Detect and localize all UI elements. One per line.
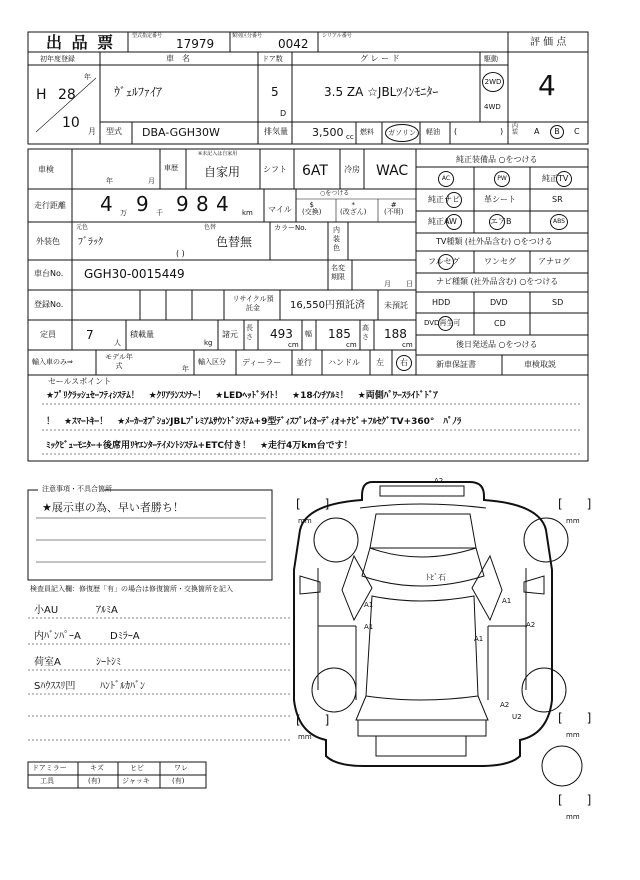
- rating-label: 評 価 点: [530, 37, 567, 48]
- sales-points-line-3: ﾐｯｸﾋﾞｭｰﾓﾆﾀｰ+後席用ﾘﾔｴﾝﾀｰﾃｲﾒﾝﾄｼｽﾃﾑ+ETC付き！ ★走行4万km台です！: [46, 441, 353, 451]
- fuel-gasoline-selected: ガソリン: [385, 124, 419, 142]
- tv-oneseg: ワンセグ: [484, 257, 516, 266]
- color-label: 外装色: [36, 237, 60, 246]
- notes-label: 注意事項・不具合箇所: [42, 485, 112, 493]
- tire-bracket-fr: [ ]: [558, 497, 592, 511]
- history-label: 車歴: [164, 164, 178, 172]
- dims-label: 諸元: [222, 330, 238, 339]
- mileage-unit-sen: 千: [156, 209, 163, 217]
- registration-month-unit: 月: [88, 127, 96, 136]
- equip-tv: 純正TV: [542, 174, 569, 183]
- handle-label: ハンドル: [328, 358, 360, 367]
- equip-airbag-circle: [489, 214, 505, 230]
- serial-label: シリアル番号: [322, 33, 352, 39]
- tv-analog: アナログ: [538, 257, 570, 266]
- accessory-header-break: ワレ: [174, 764, 188, 772]
- accessory-jack: ジャッキ: [122, 777, 150, 785]
- model-number-label: 型式指定番号: [132, 33, 163, 39]
- grade-label: グ レ ー ド: [360, 54, 400, 63]
- import-dealer: ディーラー: [242, 358, 282, 367]
- tire-unit-rl: mm: [298, 733, 312, 741]
- meter-exchanged: $ (交換): [302, 201, 322, 216]
- import-parallel: 並行: [296, 358, 312, 367]
- import-type-label: 輸入区分: [198, 358, 226, 366]
- accessory-tools: 工具: [40, 777, 54, 785]
- mileage-unit-man: 万: [120, 209, 127, 217]
- model-number: 17979: [176, 37, 215, 51]
- history-note: ※未記入は自家用: [198, 151, 238, 157]
- tire-unit-fl: mm: [298, 517, 312, 525]
- original-color: ﾌﾞﾗｯｸ: [78, 237, 103, 248]
- nav-dvd: DVD: [490, 298, 508, 307]
- nav-sd: SD: [552, 298, 564, 307]
- form-title: 出 品 票: [46, 33, 116, 52]
- fuel-diesel: 軽油: [426, 128, 440, 136]
- equip-navi-circle: [446, 192, 462, 208]
- inspector-entry-1b: ｱﾙﾐA: [96, 605, 118, 616]
- name-change-month: 月: [384, 280, 391, 288]
- registration-month: 10: [62, 115, 80, 131]
- meter-circle-note: ○をつける: [320, 190, 350, 197]
- sales-points-line-1: ★ﾌﾟﾘｸﾗｯｼｭｾｰﾌﾃｨｼｽﾃﾑ！ ★ｸﾘｱﾗﾝｽｿﾅｰ！ ★LEDﾍｯﾄﾞﾗｲﾄ！ ★18ｲﾝﾁｱﾙﾐ！ ★両側ﾊﾟﾜｰｽﾗｲﾄﾞﾄﾞｱ: [46, 391, 438, 401]
- mileage-digit-5: 4: [216, 192, 229, 216]
- width-label: 幅: [305, 330, 312, 338]
- mark-rear-quarter: A2: [500, 701, 510, 709]
- color-no-label: カラーNo.: [274, 224, 307, 232]
- fuel-other-open: (: [454, 127, 458, 136]
- mark-right-slide: A2: [526, 621, 536, 629]
- equip-ac-selected: AC: [438, 171, 454, 187]
- doors-value: 5: [271, 85, 279, 99]
- length-value: 493: [270, 327, 293, 341]
- accessory-header-mirror: ドアミラー: [32, 764, 67, 772]
- length-unit: cm: [288, 341, 299, 349]
- class-number-label: 類別区分番号: [232, 33, 263, 39]
- meter-unknown: # (不明): [384, 201, 404, 216]
- mileage-label: 走行距離: [34, 201, 66, 210]
- tire-bracket-rl: [ ]: [296, 713, 330, 727]
- color-change-value: 色替無: [216, 235, 253, 249]
- ac-label: 冷房: [344, 165, 360, 174]
- doors-label: ドア数: [262, 55, 283, 63]
- equip-aw: 純正AW: [428, 217, 457, 226]
- color-change-paren: ( ): [176, 249, 185, 258]
- inspector-entry-3a: 荷室A: [34, 657, 61, 668]
- inspection-month-unit: 月: [148, 177, 155, 185]
- drive-2wd-selected: 2WD: [482, 72, 504, 92]
- ac-value: WAC: [376, 163, 409, 179]
- grade-value: 3.5 ZA ☆JBLﾂｲﾝﾓﾆﾀｰ: [324, 85, 439, 99]
- handle-right-selected: 右: [396, 355, 412, 371]
- recycle-label: リサイクル預託金: [232, 295, 274, 312]
- tire-bracket-fl: [ ]: [296, 497, 330, 511]
- mark-right-door: A1: [474, 635, 484, 643]
- original-color-label: 元色: [76, 224, 89, 231]
- equip-sr: SR: [552, 195, 563, 204]
- doors-suffix: D: [280, 109, 287, 118]
- nav-cd: CD: [494, 319, 506, 328]
- drive-label: 駆動: [484, 55, 498, 63]
- first-registration-label: 初年度登録: [40, 55, 75, 63]
- inspector-entry-2a: 内ﾊﾞﾝﾊﾟｰA: [34, 631, 81, 642]
- nav-dvd-play-circle: [438, 316, 453, 331]
- mark-hood-chip: ﾄﾋﾞ石: [426, 573, 446, 582]
- car-name-label: 車 名: [166, 54, 190, 63]
- accessory-header-scratch: キズ: [90, 764, 104, 772]
- nav-hdd: HDD: [432, 298, 451, 307]
- inspector-entry-4b: ﾊﾝﾄﾞﾙｶﾊﾞﾝ: [100, 681, 145, 692]
- equip-pw-selected: PW: [494, 171, 510, 187]
- class-number: 0042: [278, 37, 309, 51]
- mileage-km-unit: km: [242, 209, 253, 217]
- accessory-tools-status: (有): [88, 777, 101, 785]
- name-change-label: 名変期限: [331, 264, 345, 281]
- chassis-value: GGH30-0015449: [84, 267, 185, 281]
- type-label: 型式: [106, 127, 122, 136]
- registration-year: 28: [58, 87, 76, 103]
- equip-aw-circle: [446, 214, 462, 230]
- inspector-entry-1a: 小AU: [34, 605, 59, 616]
- history-value: 自家用: [204, 165, 241, 179]
- tire-unit-rr: mm: [566, 731, 580, 739]
- mark-left-door: A1: [364, 623, 374, 631]
- displacement-label: 排気量: [264, 127, 288, 136]
- mile-label: マイル: [268, 205, 292, 214]
- color-change-label: 色替: [204, 224, 217, 231]
- capacity-unit: 人: [114, 339, 121, 347]
- model-year-label: モデル年式: [105, 353, 133, 370]
- mileage-digit-1: 4: [100, 192, 113, 216]
- interior-color-label: 内装色: [333, 226, 340, 252]
- displacement-unit: cc: [346, 133, 354, 141]
- type-value: DBA-GGH30W: [142, 126, 220, 139]
- equip-abs-selected: ABS: [550, 214, 568, 230]
- mileage-digit-3: 9: [176, 192, 189, 216]
- sales-points-label: セールスポイント: [48, 377, 112, 386]
- capacity-label: 定員: [40, 330, 56, 339]
- car-name: ｳﾞｪﾙﾌｧｲｱ: [114, 85, 163, 99]
- inspector-label: 検査員記入欄：修復歴「有」の場合は修復箇所・交換箇所を記入: [30, 585, 233, 593]
- length-label: 長さ: [246, 324, 253, 341]
- mark-left-fender: A1: [364, 601, 374, 609]
- height-value: 188: [384, 327, 407, 341]
- equipment-title: 純正装備品 ○をつける: [456, 155, 538, 164]
- equip-navi: 純正ナビ: [428, 195, 460, 204]
- tire-unit-spare: mm: [566, 813, 580, 821]
- capacity-value: 7: [86, 328, 94, 342]
- inspection-label: 車検: [38, 165, 54, 174]
- interior-grade-c: C: [574, 127, 580, 136]
- equip-leather: 革シート: [484, 195, 516, 204]
- interior-grade-a: A: [534, 127, 540, 136]
- width-unit: cm: [346, 341, 357, 349]
- inspection-year-unit: 年: [106, 177, 113, 185]
- nav-dvd-play: DVD再生可: [424, 319, 461, 327]
- tire-unit-fr: mm: [566, 517, 580, 525]
- equip-tv-circle: [556, 171, 572, 187]
- tire-bracket-rr: [ ]: [558, 711, 592, 725]
- height-label: 高さ: [362, 324, 369, 341]
- recycle-value: 16,550円預託済: [290, 300, 365, 311]
- import-label: 輸入車のみ⇒: [32, 358, 73, 366]
- load-unit: kg: [204, 339, 213, 347]
- sales-points-line-2: ！ ★ｽﾏｰﾄｷｰ！ ★ﾒｰｶｰｵﾌﾟｼｮﾝJBLﾌﾟﾚﾐｱﾑｻｳﾝﾄﾞｼｽﾃﾑ+9型ﾃﾞｨｽﾌﾟﾚｲｵｰﾃﾞｨｵ+ﾅﾋﾞ+ﾌﾙｾｸﾞTV+360° ﾊﾟﾉﾗ: [46, 417, 462, 427]
- handle-left: 左: [376, 358, 384, 367]
- docs-manual: 車検取説: [524, 360, 556, 369]
- rating-value: 4: [538, 69, 556, 102]
- fuel-label: 燃料: [360, 128, 374, 136]
- width-value: 185: [328, 327, 351, 341]
- nav-title: ナビ種類 (社外品含む) ○をつける: [436, 277, 559, 286]
- registration-era: H: [36, 87, 47, 103]
- tire-bracket-spare: [ ]: [558, 793, 592, 807]
- car-diagram: [294, 482, 582, 786]
- interior-label: 内装: [512, 123, 519, 136]
- accessory-jack-status: (有): [172, 777, 185, 785]
- fuel-other-close: ): [500, 127, 504, 136]
- height-unit: cm: [402, 341, 413, 349]
- displacement-value: 3,500: [312, 126, 344, 139]
- model-year-unit: 年: [182, 365, 189, 373]
- tv-title: TV種類 (社外品含む) ○をつける: [436, 237, 553, 246]
- mark-front-bumper: A2: [434, 477, 444, 485]
- tv-fullseg: フルセグ: [428, 257, 460, 266]
- shift-label: シフト: [263, 165, 287, 174]
- inspector-entry-3b: ｼｰﾄｼﾐ: [96, 657, 121, 668]
- docs-title: 後日発送品 ○をつける: [456, 340, 538, 349]
- name-change-day: 日: [406, 280, 413, 288]
- recycle-unpaid: 未預託: [384, 301, 408, 310]
- mark-right-fender: A1: [502, 597, 512, 605]
- mileage-digit-4: 8: [196, 192, 209, 216]
- registration-year-unit: 年: [84, 73, 91, 81]
- notes-text: ★展示車の為、早い者勝ち！: [42, 501, 184, 514]
- inspector-entry-4a: Sﾊｳｽｽﾘ凹: [34, 681, 76, 692]
- interior-grade-b-selected: B: [550, 125, 564, 139]
- docs-warranty: 新車保証書: [436, 360, 476, 369]
- reg-no-label: 登録No.: [34, 300, 64, 309]
- load-label: 積載量: [130, 330, 154, 339]
- accessory-header-crack: ヒビ: [130, 764, 144, 772]
- meter-tampered: * (改ざん): [340, 201, 367, 216]
- chassis-label: 車台No.: [34, 269, 64, 278]
- mark-rear-u2: U2: [512, 713, 522, 721]
- drive-4wd: 4WD: [484, 103, 501, 111]
- tv-fullseg-circle: [438, 254, 454, 270]
- equip-airbag: エアB: [490, 217, 512, 226]
- inspector-entry-2b: DﾐﾗｰA: [110, 631, 140, 642]
- shift-value: 6AT: [302, 163, 328, 179]
- mileage-digit-2: 9: [136, 192, 149, 216]
